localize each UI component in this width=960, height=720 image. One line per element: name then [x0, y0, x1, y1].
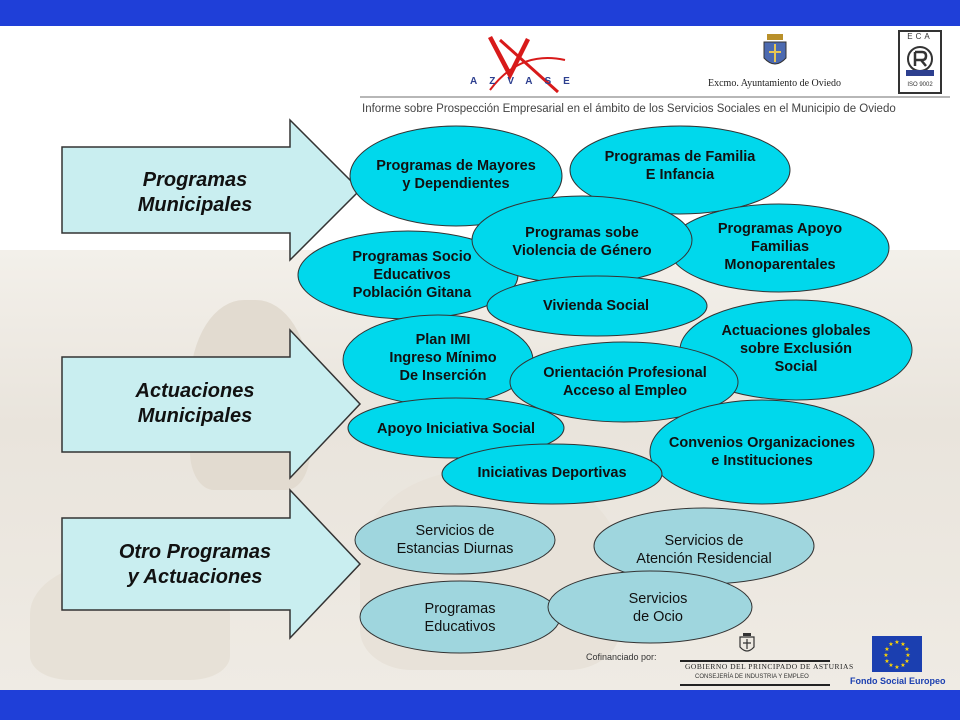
arrow-label-line: Municipales	[137, 194, 253, 216]
ellipse-label	[350, 150, 562, 200]
ellipse-label	[490, 294, 702, 318]
ellipse-label	[600, 528, 808, 572]
ellipse-label-line: e Instituciones	[711, 453, 813, 469]
ellipse-label-line: Programas de Familia	[604, 149, 756, 165]
ellipse-label-line: Programas de Mayores	[376, 158, 536, 174]
ellipse-label-line: Social	[774, 359, 818, 375]
svg-text:★: ★	[900, 641, 906, 648]
ellipse-label-line: sobre Exclusión	[739, 341, 852, 357]
ellipse-label-line: Acceso al Empleo	[562, 383, 688, 399]
svg-text:★: ★	[884, 646, 890, 653]
ellipse-label-line: Atención Residencial	[636, 551, 772, 567]
ellipse-label-line: Vivienda Social	[542, 298, 650, 314]
ellipse-label	[350, 418, 562, 440]
arrow-label-line: Municipales	[137, 405, 253, 427]
svg-text:★: ★	[904, 658, 910, 665]
ellipse-label	[322, 236, 502, 314]
azvase-logo-text: AZVASE	[470, 76, 582, 87]
ellipse-label	[362, 596, 558, 640]
svg-text:★: ★	[894, 664, 900, 671]
ellipse-label-line: Educativos	[373, 267, 451, 283]
ellipse-label-line: Estancias Diurnas	[396, 541, 514, 557]
ellipse-label-line: Actuaciones globales	[721, 323, 871, 339]
bottom-bar	[0, 690, 960, 720]
arrow-label-otros	[80, 540, 310, 590]
svg-text:★: ★	[884, 658, 890, 665]
svg-text:★: ★	[888, 662, 894, 669]
ellipse-label-line: E Infancia	[645, 167, 715, 183]
ellipse-label-line: Programas Socio	[352, 249, 472, 265]
ellipse-label-line: Familias	[750, 239, 810, 255]
ellipse-label	[446, 462, 658, 484]
consejeria-label: CONSEJERÍA DE INDUSTRIA Y EMPLEO	[695, 674, 809, 680]
arrow-label-line: Programas	[142, 169, 248, 191]
arrow-label-line: Otro Programas	[118, 541, 272, 563]
ellipse-label-line: Orientación Profesional	[543, 365, 707, 381]
ellipse-label-line: Programas Apoyo	[717, 221, 843, 237]
svg-text:★: ★	[905, 652, 911, 659]
ellipse-label-line: Ingreso Mínimo	[389, 350, 497, 366]
report-title: Informe sobre Prospección Empresarial en el ámbito de los Servicios Sociales en el Municipio de Oviedo	[362, 103, 896, 115]
eu-flag-icon	[872, 636, 922, 672]
cert-code: ISO 9002	[907, 82, 933, 88]
svg-text:★: ★	[894, 639, 900, 646]
ellipse-label-line: Convenios Organizaciones	[668, 435, 856, 451]
ellipse-label-line: Plan IMI	[415, 332, 471, 348]
ellipse-label-line: Servicios de	[415, 523, 495, 539]
ellipse-label-line: Población Gitana	[352, 285, 472, 301]
ellipse-label	[368, 325, 518, 391]
ellipse-label-line: y Dependientes	[402, 176, 510, 192]
ellipse-label-line: Servicios de	[664, 533, 744, 549]
cofinanciado-label: Cofinanciado por:	[586, 652, 657, 662]
asturias-crest-icon	[738, 632, 756, 656]
ellipse-label-line: Apoyo Iniciativa Social	[377, 421, 535, 437]
svg-text:★: ★	[883, 652, 889, 659]
ellipse-label	[560, 586, 756, 630]
cert-letters: ECA	[907, 32, 933, 41]
ellipse-label-line: De Inserción	[399, 368, 487, 384]
fondo-social-label: Fondo Social Europeo	[850, 676, 946, 686]
ellipse-label-line: Violencia de Género	[512, 243, 652, 259]
ellipse-label-line: Servicios	[628, 591, 688, 607]
ellipse-label-line: Iniciativas Deportivas	[477, 465, 627, 481]
ellipse-label-line: Educativos	[424, 619, 496, 635]
ellipse-label	[476, 220, 688, 264]
gobierno-label: GOBIERNO DEL PRINCIPADO DE ASTURIAS	[685, 662, 854, 671]
ellipse-label	[656, 430, 868, 474]
svg-text:★: ★	[904, 646, 910, 653]
arrow-label-line: Actuaciones	[135, 380, 255, 402]
ellipse-label-line: Programas	[424, 601, 496, 617]
ellipse-label-line: Programas sobe	[525, 225, 639, 241]
ellipse-label	[358, 518, 552, 562]
ellipse-label	[690, 212, 870, 282]
ayuntamiento-label: Excmo. Ayuntamiento de Oviedo	[708, 78, 841, 89]
ellipse-label-line: Monoparentales	[724, 257, 836, 273]
arrow-label-line: y Actuaciones	[127, 566, 263, 588]
arrow-label-programas	[95, 168, 295, 218]
ellipse-label	[512, 360, 738, 404]
ellipse-label-line: de Ocio	[633, 609, 683, 625]
ellipse-label	[574, 146, 786, 186]
arrow-label-actuaciones	[95, 379, 295, 429]
svg-text:★: ★	[900, 662, 906, 669]
svg-text:★: ★	[888, 641, 894, 648]
